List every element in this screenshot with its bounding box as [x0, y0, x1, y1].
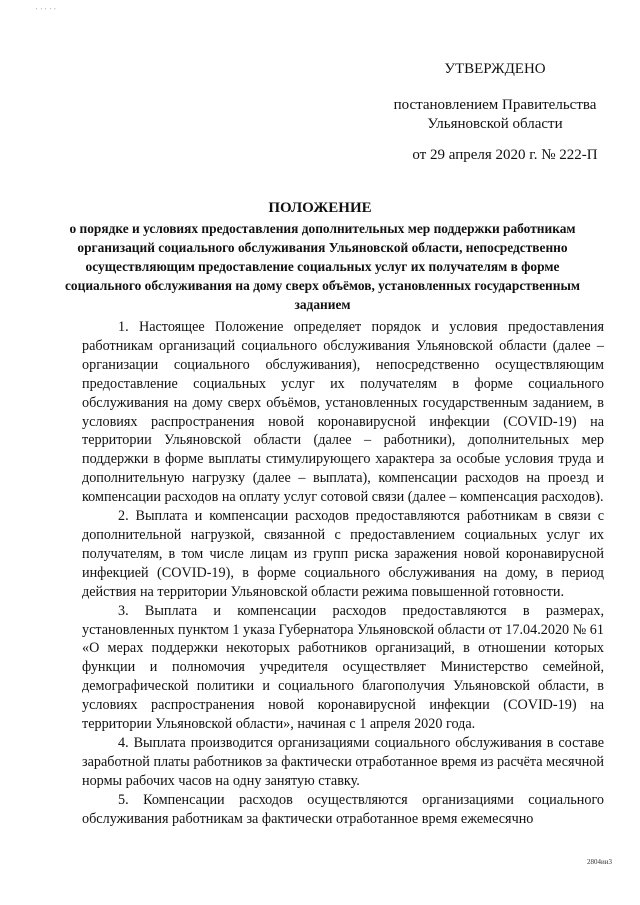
paragraph-3: 3. Выплата и компенсации расходов предоставляются в размерах, установленных пунктом 1 указа Губернатора Ульяновской области от 17.04.2020 № 61 «О мерах поддержки некоторых работников организаций, в отношении которых функции и полномочия учредителя осуществляет Министерство семейной, демографической политики и социального благополучия Ульяновской области, в условиях распространения новой коронавирусной инфекции (COVID-19) на территории Ульяновской области», начиная с 1 апреля 2020 года.: [82, 602, 604, 733]
approval-decree-line1: постановлением Правительства: [393, 97, 597, 113]
approval-date-number: от 29 апреля 2020 г. № 222-П: [412, 147, 598, 163]
approval-decree-line2: Ульяновской области: [427, 116, 563, 132]
paragraph-5: 5. Компенсации расходов осуществляются организациями социального обслуживания работникам за фактически отработанное время ежемесячно: [82, 791, 604, 827]
paragraph-1: 1. Настоящее Положение определяет порядок и условия предоставления работникам организаций социального обслуживания Ульяновской области (далее – организации социального обслуживания), непосредственно осуществляющим предоставление социальных услуг их получателям в форме социального обслуживания на дому сверх объёмов, установленных государственным заданием, в условиях распространения новой коронавирусной инфекции (COVID-19) на территории Ульяновской области (далее – работники), дополнительных мер поддержки в форме выплаты стимулирующего характера за особые условия труда и дополнительную нагрузку (далее – выплата), компенсации расходов на проезд и компенсации расходов на оплату услуг сотовой связи (далее – компенсация расходов).: [82, 319, 604, 506]
document-title: ПОЛОЖЕНИЕ: [268, 200, 372, 216]
document-body: [82, 318, 604, 828]
header-stamp: ' ' ' ' ': [36, 8, 57, 14]
footer-code: 2804ии3: [587, 858, 612, 866]
approval-heading: УТВЕРЖДЕНО: [444, 61, 546, 77]
paragraph-2: 2. Выплата и компенсации расходов предоставляются работникам в связи с дополнительной нагрузкой, связанной с предоставлением социальных услуг их получателям, в том числе лицам из групп риска заражения новой коронавирусной инфекцией (COVID-19), в форме социального обслуживания на дому, в период действия на территории Ульяновской области режима повышенной готовности.: [82, 508, 604, 600]
paragraph-4: 4. Выплата производится организациями социального обслуживания в составе заработной платы работников за фактически отработанное время из расчёта месячной нормы рабочих часов на одну занятую ставку.: [82, 734, 604, 789]
document-subtitle: о порядке и условиях предоставления дополнительных мер поддержки работникам организаций социального обслуживания Ульяновской области, непосредственно осуществляющим предоставление социальных услуг их получателям в форме социального обслуживания на дому сверх объёмов, установленных государственным заданием: [64, 221, 581, 312]
